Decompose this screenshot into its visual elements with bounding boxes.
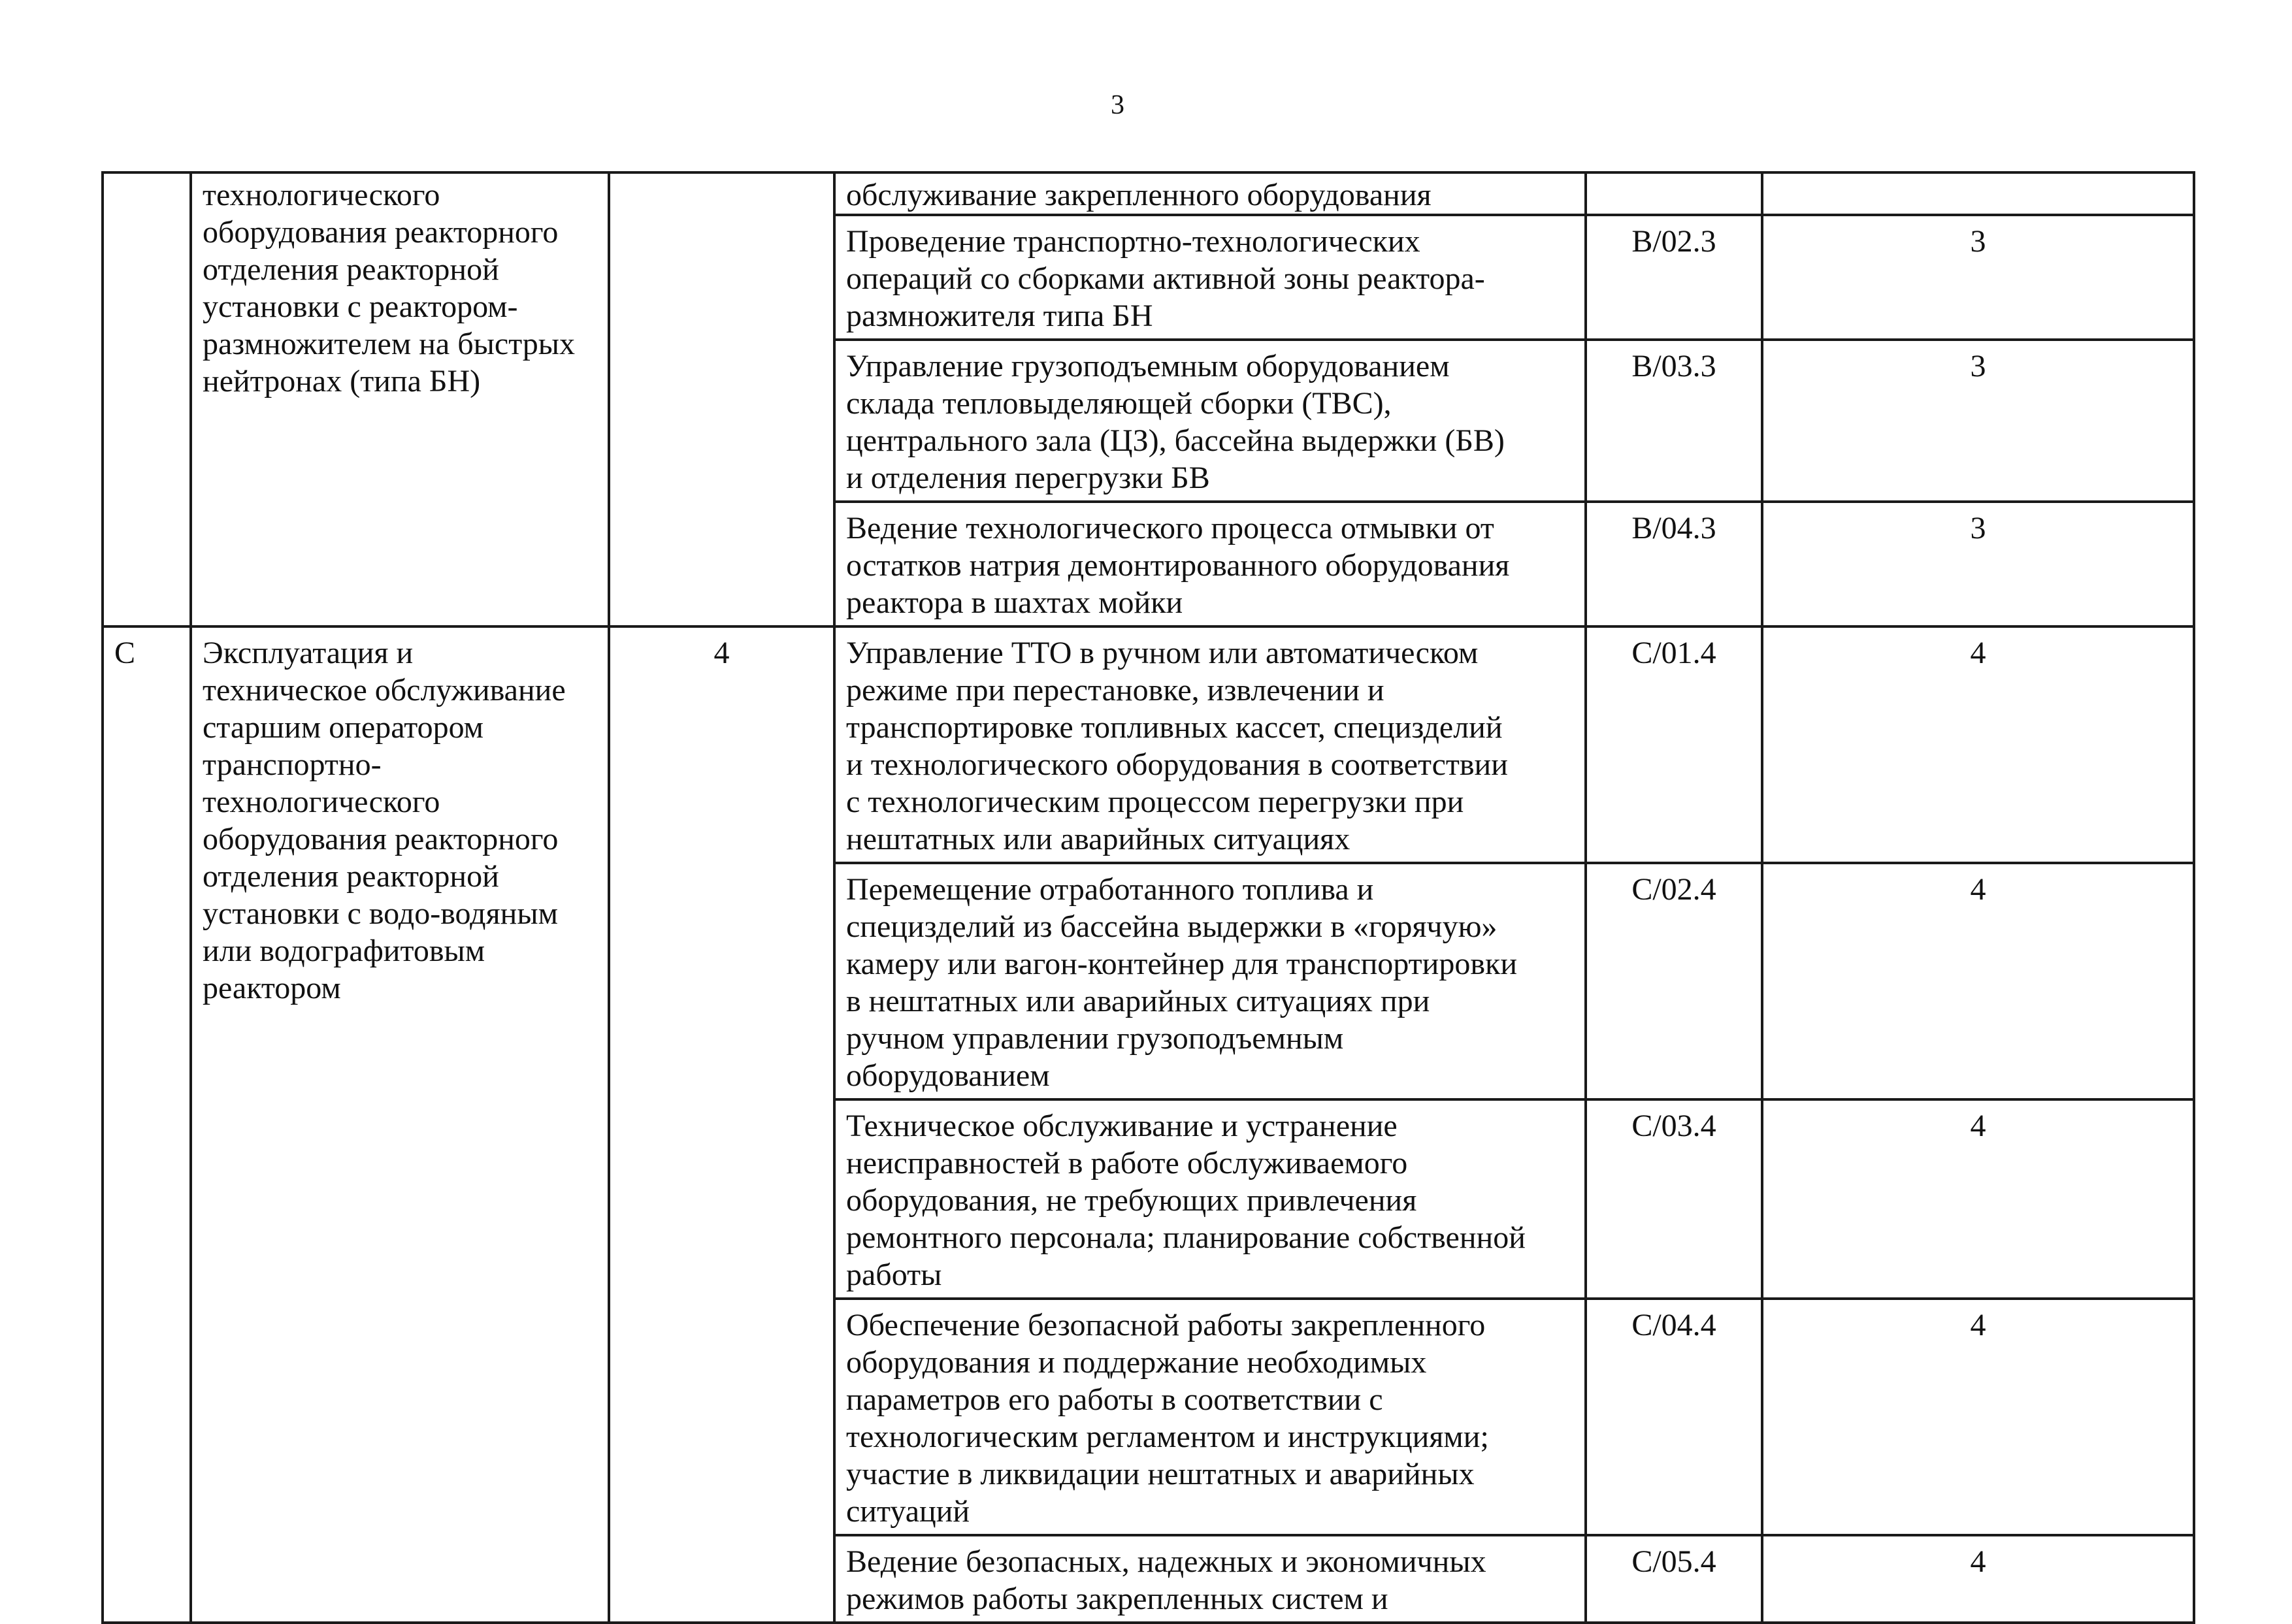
- group-name-cell: технологического оборудования реакторного отделения реакторной установки с реактором- размножителем на быстрых нейтронах (типа БН): [191, 172, 609, 626]
- function-name-cell: обслуживание закрепленного оборудования: [834, 172, 1586, 215]
- function-code-cell: B/02.3: [1586, 215, 1762, 340]
- function-name-cell: Обеспечение безопасной работы закрепленного оборудования и поддержание необходимых параметров его работы в соответствии с технологическим регламентом и инструкциями; участие в ликвидации нештатных и аварийных ситуаций: [834, 1299, 1586, 1535]
- function-level-cell: [1762, 172, 2194, 215]
- function-name-cell: Управление грузоподъемным оборудованием склада тепловыделяющей сборки (ТВС), центрального зала (ЦЗ), бассейна выдержки (БВ) и отделения перегрузки БВ: [834, 340, 1586, 502]
- table-row: [103, 172, 2194, 215]
- function-code-cell: C/05.4: [1586, 1535, 1762, 1623]
- function-level-cell: 4: [1762, 626, 2194, 863]
- function-level-cell: 4: [1762, 1299, 2194, 1535]
- function-level-cell: 4: [1762, 1099, 2194, 1299]
- function-code-cell: C/04.4: [1586, 1299, 1762, 1535]
- function-code-cell: B/04.3: [1586, 502, 1762, 626]
- function-name-cell: Перемещение отработанного топлива и специзделий из бассейна выдержки в «горячую» камеру или вагон-контейнер для транспортировки в нештатных или аварийных ситуациях при ручном управлении грузоподъемным оборудованием: [834, 863, 1586, 1099]
- function-name-cell: Ведение технологического процесса отмывки от остатков натрия демонтированного оборудования реактора в шахтах мойки: [834, 502, 1586, 626]
- function-name-cell: Проведение транспортно-технологических операций со сборками активной зоны реактора- размножителя типа БН: [834, 215, 1586, 340]
- group-code-cell: C: [103, 626, 191, 1623]
- function-code-cell: C/02.4: [1586, 863, 1762, 1099]
- function-code-cell: C/03.4: [1586, 1099, 1762, 1299]
- group-level-cell: 4: [609, 626, 834, 1623]
- group-code-cell: [103, 172, 191, 626]
- function-level-cell: 3: [1762, 215, 2194, 340]
- function-code-cell: C/01.4: [1586, 626, 1762, 863]
- table-row: [103, 626, 2194, 863]
- function-code-cell: [1586, 172, 1762, 215]
- function-level-cell: 4: [1762, 1535, 2194, 1623]
- function-level-cell: 3: [1762, 502, 2194, 626]
- function-name-cell: Техническое обслуживание и устранение неисправностей в работе обслуживаемого оборудования, не требующих привлечения ремонтного персонала; планирование собственной работы: [834, 1099, 1586, 1299]
- group-level-cell: [609, 172, 834, 626]
- function-code-cell: B/03.3: [1586, 340, 1762, 502]
- page-number: 3: [1111, 90, 1124, 120]
- function-level-cell: 3: [1762, 340, 2194, 502]
- functions-table: [101, 171, 2195, 1624]
- function-level-cell: 4: [1762, 863, 2194, 1099]
- function-name-cell: Управление ТТО в ручном или автоматическом режиме при перестановке, извлечении и транспортировке топливных кассет, специзделий и технологического оборудования в соответствии с технологическим процессом перегрузки при нештатных или аварийных ситуациях: [834, 626, 1586, 863]
- group-name-cell: Эксплуатация и техническое обслуживание старшим оператором транспортно- технологического оборудования реакторного отделения реакторной установки с водо-водяным или водографитовым реактором: [191, 626, 609, 1623]
- function-name-cell: Ведение безопасных, надежных и экономичных режимов работы закрепленных систем и: [834, 1535, 1586, 1623]
